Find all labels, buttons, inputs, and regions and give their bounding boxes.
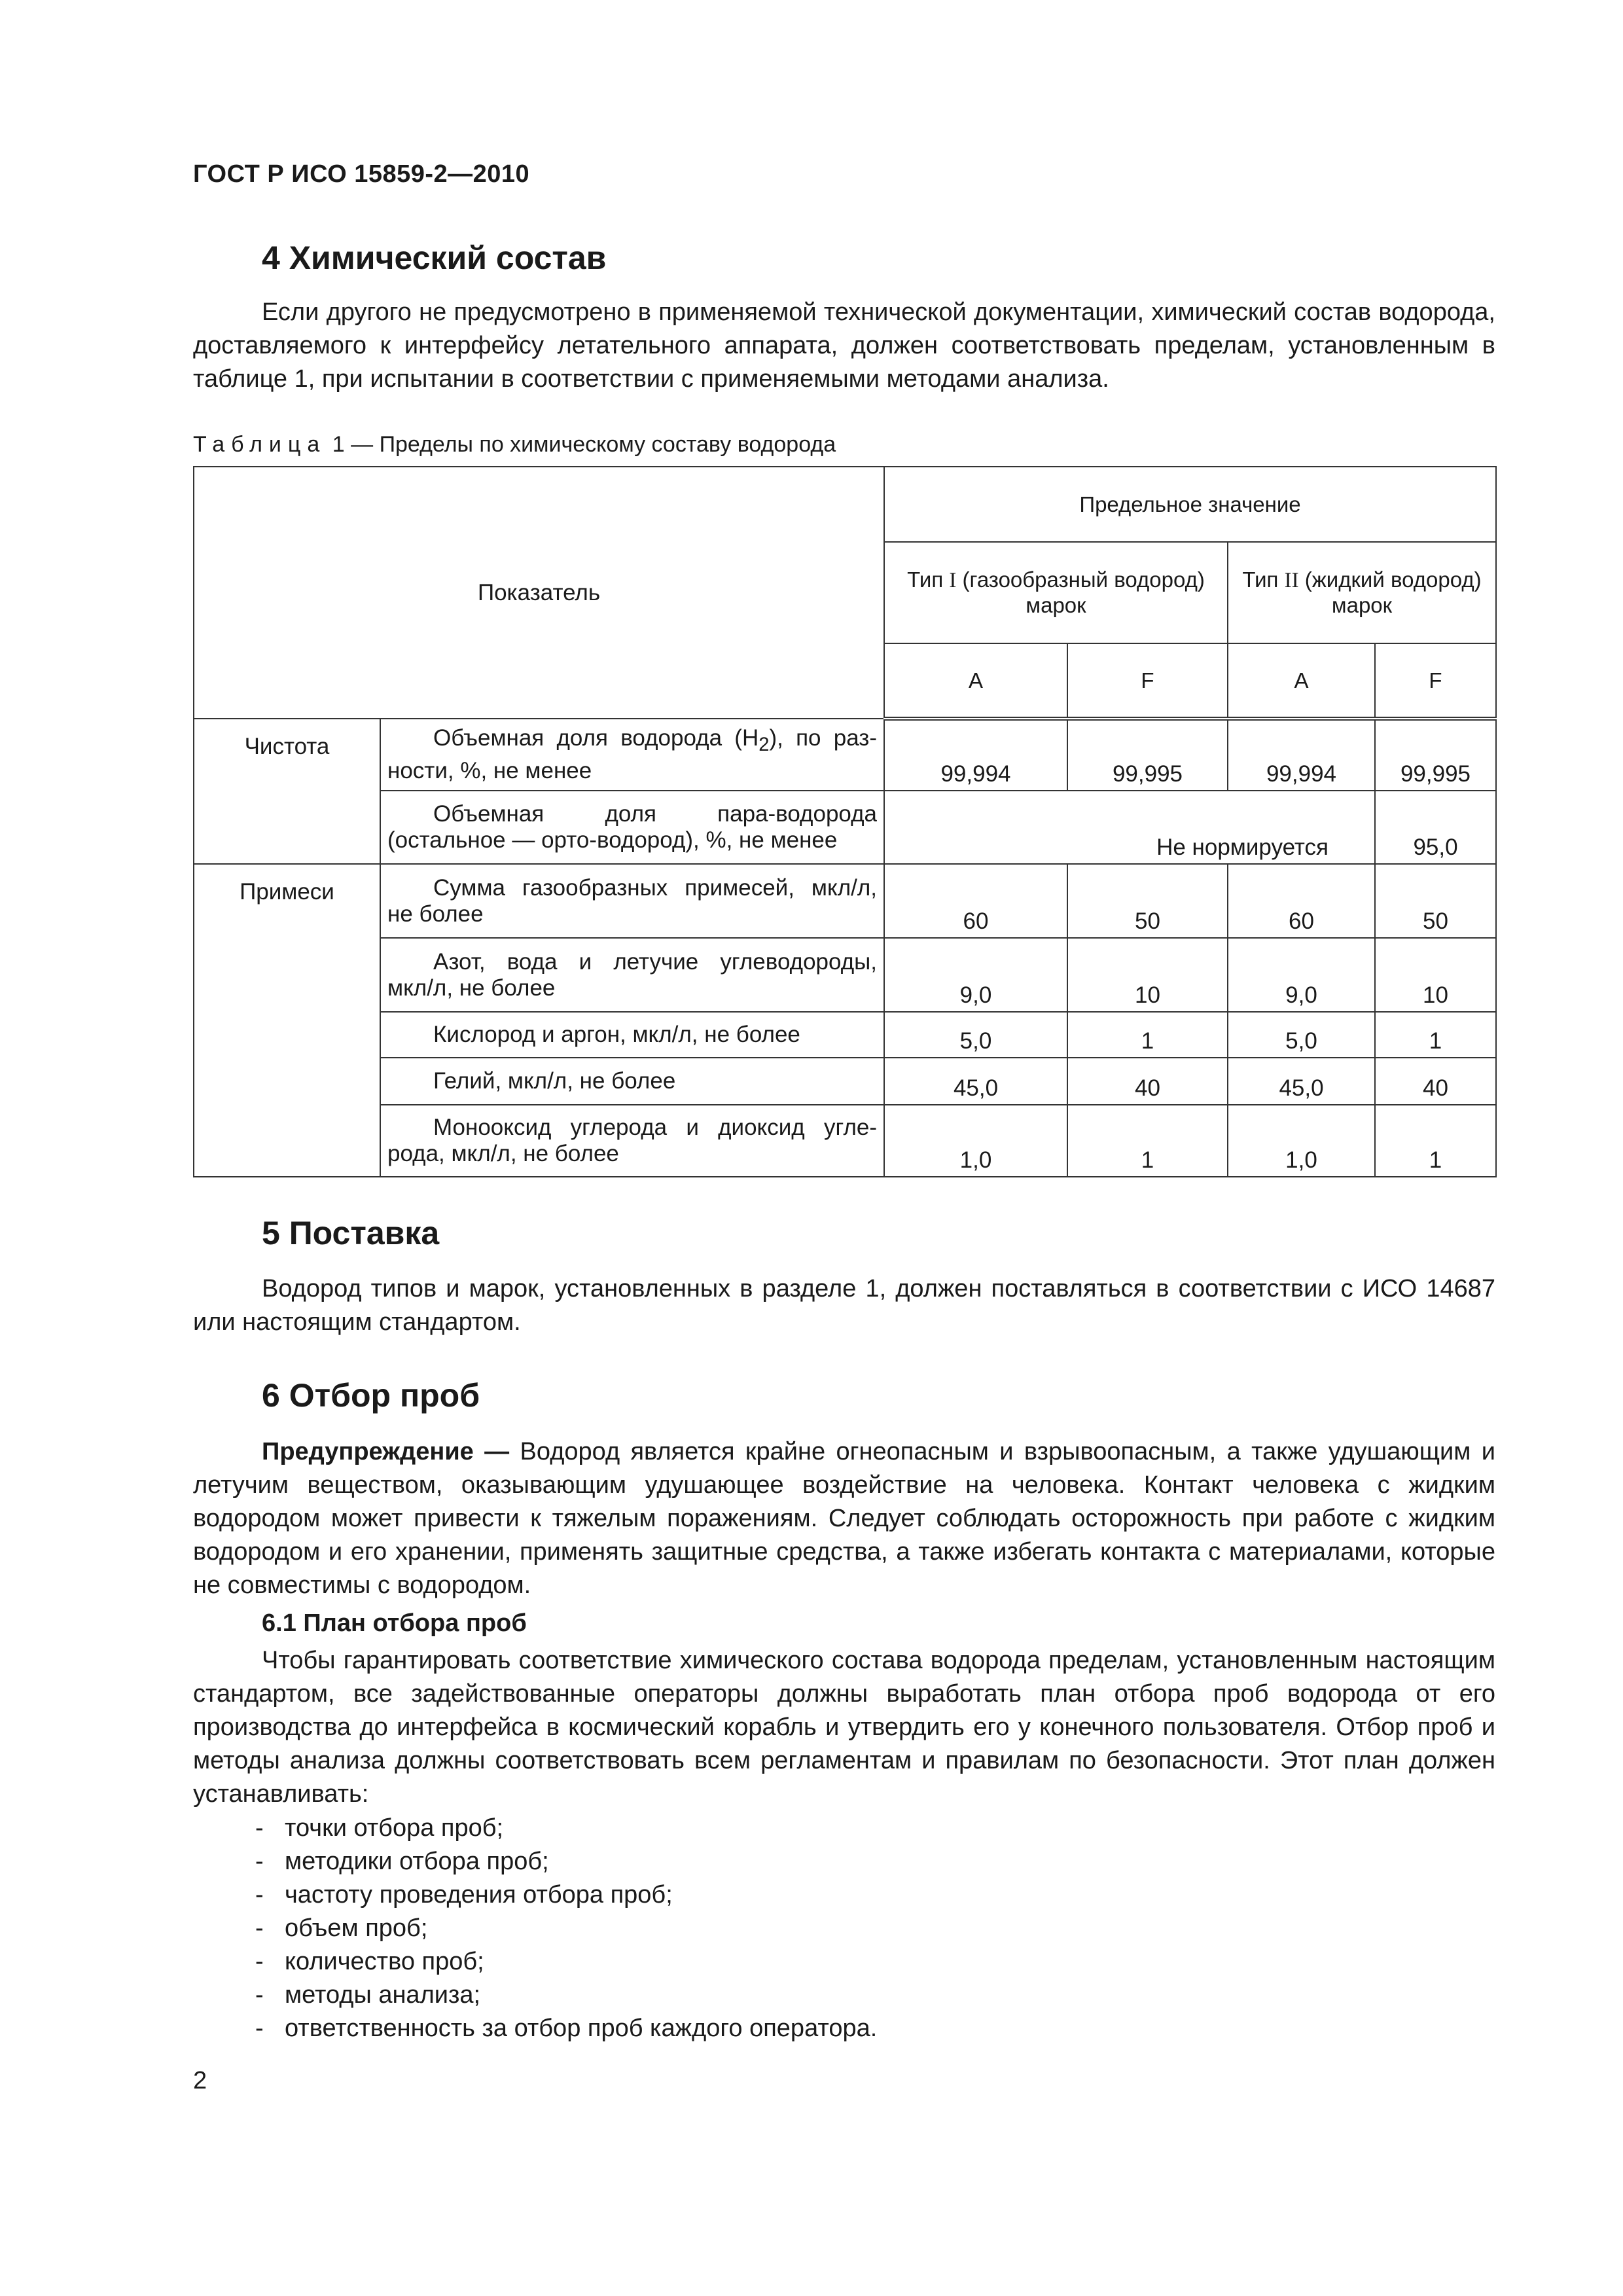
- indicator-cell: Монооксид углерода и диоксид угле- рода, мкл/л, не более: [380, 1105, 884, 1177]
- category-purity: Чистота: [194, 719, 380, 864]
- value-cell: 99,995: [1375, 719, 1496, 791]
- value-cell: 60: [884, 864, 1067, 938]
- indicator-cell: Объемная доля пара-водорода (остальное — орто-водород), %, не менее: [380, 791, 884, 864]
- table-row: [194, 1105, 1496, 1177]
- header-limit-value: Предельное значение: [884, 467, 1496, 542]
- section-6-warning: Предупреждение — Водород является крайне огнеопасным и взрывоопасным, а также удушающим и летучим веществом, оказывающим удушающее воздействие на человека. Контакт человека с жидким водородом может привести к тяжелым поражениям. Следует соблюдать осторожность при работе с жидким водородом и его хранении, применять защитные средства, а также избегать контакта с материалами, которые не совместимы с водородом.: [193, 1438, 1495, 1599]
- section-6-title: 6 Отбор проб: [262, 1377, 480, 1414]
- indicator-cell: Сумма газообразных примесей, мкл/л, не более: [380, 864, 884, 938]
- list-item: - методы анализа;: [255, 1979, 877, 2012]
- section-6-1-text: Чтобы гарантировать соответствие химического состава водорода пределам, установленным настоящим стандартом, все задействованные операторы должны выработать план отбора проб водорода от его производства до интерфейса в космический корабль и утвердить его у конечного пользователя. Отбор проб и методы анализа должны соответствовать всем регламентам и правилам по безопасности. Этот план должен устанавливать:: [193, 1647, 1495, 1808]
- value-cell: 10: [1067, 938, 1228, 1012]
- section-6-1-title: 6.1 План отбора проб: [262, 1609, 527, 1637]
- header-type-2: Тип II (жидкий водород) марок: [1228, 542, 1496, 643]
- value-cell: 1,0: [884, 1105, 1067, 1177]
- value-cell: 99,995: [1067, 719, 1228, 791]
- table-caption: [193, 432, 836, 457]
- value-cell: 95,0: [1375, 791, 1496, 864]
- value-cell: 10: [1375, 938, 1496, 1012]
- header-grade-f-type-2: F: [1375, 643, 1496, 719]
- list-item: - количество проб;: [255, 1945, 877, 1979]
- value-cell: 50: [1375, 864, 1496, 938]
- plan-requirements-list: [255, 1812, 877, 2045]
- value-cell: 40: [1375, 1058, 1496, 1105]
- indicator-cell: Кислород и аргон, мкл/л, не более: [380, 1012, 884, 1058]
- warning-label: Предупреждение —: [262, 1438, 510, 1465]
- list-item: - объем проб;: [255, 1912, 877, 1945]
- section-4-text: Если другого не предусмотрено в применяемой технической документации, химический состав водорода, доставляемого к интерфейсу летательного аппарата, должен соответствовать пределам, установленным в таблице 1, при испытании в соответствии с применяемыми методами анализа.: [193, 298, 1495, 393]
- value-cell: 1: [1375, 1012, 1496, 1058]
- header-grade-f-type-1: F: [1067, 643, 1228, 719]
- header-indicator: Показатель: [194, 467, 884, 719]
- table-row: [194, 864, 1496, 938]
- table-row: [194, 1012, 1496, 1058]
- value-cell: 45,0: [1228, 1058, 1375, 1105]
- page-number: 2: [193, 2067, 207, 2094]
- not-regulated-cell: Не нормируется: [884, 791, 1375, 864]
- value-cell: 40: [1067, 1058, 1228, 1105]
- list-item: - методики отбора проб;: [255, 1845, 877, 1878]
- category-impurities: Примеси: [194, 864, 380, 1177]
- table-row: [194, 719, 1496, 791]
- header-grade-a-type-1: A: [884, 643, 1067, 719]
- list-item: - ответственность за отбор проб каждого оператора.: [255, 2012, 877, 2045]
- value-cell: 45,0: [884, 1058, 1067, 1105]
- value-cell: 1: [1375, 1105, 1496, 1177]
- indicator-cell: Гелий, мкл/л, не более: [380, 1058, 884, 1105]
- value-cell: 99,994: [884, 719, 1067, 791]
- value-cell: 5,0: [884, 1012, 1067, 1058]
- value-cell: 5,0: [1228, 1012, 1375, 1058]
- hydrogen-limits-table: [193, 466, 1497, 1177]
- list-item: - точки отбора проб;: [255, 1812, 877, 1845]
- table-row: [194, 1058, 1496, 1105]
- table-caption-label: Таблица: [193, 432, 327, 457]
- indicator-cell: Азот, вода и летучие углеводороды, мкл/л, не более: [380, 938, 884, 1012]
- table-row: [194, 938, 1496, 1012]
- section-4-title: 4 Химический состав: [262, 240, 607, 276]
- header-grade-a-type-2: A: [1228, 643, 1375, 719]
- section-5-title: 5 Поставка: [262, 1215, 440, 1251]
- document-code: ГОСТ Р ИСО 15859-2—2010: [193, 160, 530, 188]
- value-cell: 60: [1228, 864, 1375, 938]
- header-type-1: Тип I (газообразный водород) марок: [884, 542, 1228, 643]
- value-cell: 1: [1067, 1105, 1228, 1177]
- value-cell: 9,0: [1228, 938, 1375, 1012]
- value-cell: 1,0: [1228, 1105, 1375, 1177]
- table-row: [194, 791, 1496, 864]
- value-cell: 9,0: [884, 938, 1067, 1012]
- section-5-text: Водород типов и марок, установленных в разделе 1, должен поставляться в соответствии с ИСО 14687 или настоящим стандартом.: [193, 1275, 1495, 1336]
- value-cell: 99,994: [1228, 719, 1375, 791]
- value-cell: 1: [1067, 1012, 1228, 1058]
- value-cell: 50: [1067, 864, 1228, 938]
- list-item: - частоту проведения отбора проб;: [255, 1878, 877, 1912]
- indicator-cell: Объемная доля водорода $(H_2)$, по раз- ности, %, не менее: [380, 719, 884, 791]
- table-caption-text: 1 — Пределы по химическому составу водорода: [332, 432, 836, 457]
